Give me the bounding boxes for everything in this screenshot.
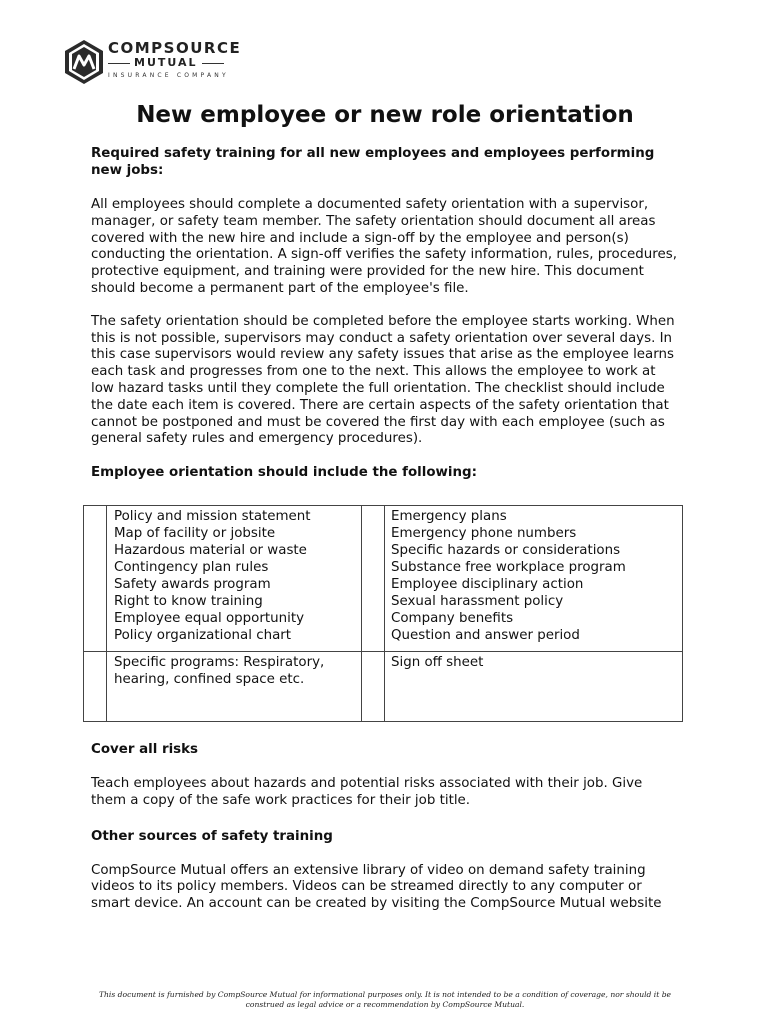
- logo-line-2: MUTUAL: [134, 56, 198, 69]
- checkbox-cell-left[interactable]: [84, 506, 107, 652]
- checklist-item: Company benefits: [391, 611, 514, 626]
- intro-paragraph-2: The safety orientation should be completed before the employee starts working. When this is not possible, supervisors may conduct a safety orientation over several days. In this case supervisors would review any safety issues that arise as the employee learns each task and progresses from one to the next. This allows the employee to work at low hazard tasks until they complete the full orientation. The checklist should include the date each item is covered. There are certain aspects of the safety orientation that cannot be postponed and must be covered the first day with each employee (such as general safety rules and emergency procedures).: [91, 313, 675, 447]
- intro-paragraph-1: All employees should complete a documented safety orientation with a supervisor, manager, or safety team member. The safety orientation should document all areas covered with the new hire and include a sign-off by the employee and person(s) conducting the orientation. A sign-off verifies the safety information, rules, procedures, protective equipment, and training were provided for the new hire. This document should become a permanent part of the employee's file.: [91, 197, 677, 296]
- checklist-item: Emergency phone numbers: [391, 526, 577, 541]
- orientation-checklist: [83, 505, 683, 722]
- checkbox-cell-left-last[interactable]: [84, 652, 107, 722]
- checklist-item: Sexual harassment policy: [391, 594, 564, 609]
- required-training-heading: Required safety training for all new employees and employees performing new jobs:: [91, 146, 655, 178]
- logo-rule-left: [108, 63, 130, 64]
- other-sources-text: CompSource Mutual offers an extensive library of video on demand safety training videos to its policy members. Videos can be streamed directly to any computer or smart device. An account can be created by visiting the CompSource Mutual website: [91, 862, 662, 912]
- checklist-item: Right to know training: [114, 594, 263, 609]
- checklist-item: Specific hazards or considerations: [391, 543, 621, 558]
- page-title: New employee or new role orientation: [136, 102, 634, 128]
- risks-section: [91, 741, 681, 913]
- checklist-item: Emergency plans: [391, 509, 507, 524]
- other-sources-heading: Other sources of safety training: [91, 828, 333, 844]
- cover-risks-heading: Cover all risks: [91, 742, 199, 757]
- checklist-item: Map of facility or jobsite: [114, 526, 276, 541]
- checklist-item: Employee disciplinary action: [391, 577, 584, 592]
- checklist-item: Question and answer period: [391, 628, 580, 643]
- checklist-item: Safety awards program: [114, 577, 271, 592]
- cover-risks-text: Teach employees about hazards and potential risks associated with their job. Give them a copy of the safe work practices for their job title.: [91, 776, 643, 808]
- checkbox-cell-right-last[interactable]: [362, 652, 385, 722]
- checklist-item-specific-programs: Specific programs: Respiratory, hearing, confined space etc.: [114, 655, 325, 687]
- checklist-item-sign-off: Sign off sheet: [391, 655, 484, 670]
- checklist-item: Policy and mission statement: [114, 509, 311, 524]
- checklist-left-last: [107, 652, 362, 722]
- compsource-logo-icon: [62, 38, 106, 86]
- intro-section: [91, 145, 681, 481]
- checklist-heading: Employee orientation should include the following:: [91, 465, 477, 481]
- checklist-right-column: [385, 506, 683, 652]
- company-logo: [62, 38, 242, 88]
- footer-disclaimer: This document is furnished by CompSource Mutual for informational purposes only. It is not intended to be a condition of coverage, nor should it be construed as legal advice or a recommendation by CompSource Mutual.: [98, 990, 672, 1009]
- checklist-item: Contingency plan rules: [114, 560, 269, 575]
- logo-rule-right: [202, 63, 224, 64]
- logo-line-3: INSURANCE COMPANY: [108, 72, 229, 79]
- checklist-item: Substance free workplace program: [391, 560, 626, 575]
- checklist-item: Hazardous material or waste: [114, 543, 307, 558]
- checkbox-cell-right[interactable]: [362, 506, 385, 652]
- checklist-item: Employee equal opportunity: [114, 611, 304, 626]
- checklist-right-last: [385, 652, 683, 722]
- logo-line-1: COMPSOURCE: [108, 39, 242, 57]
- checklist-left-column: [107, 506, 362, 652]
- checklist-item: Policy organizational chart: [114, 628, 292, 643]
